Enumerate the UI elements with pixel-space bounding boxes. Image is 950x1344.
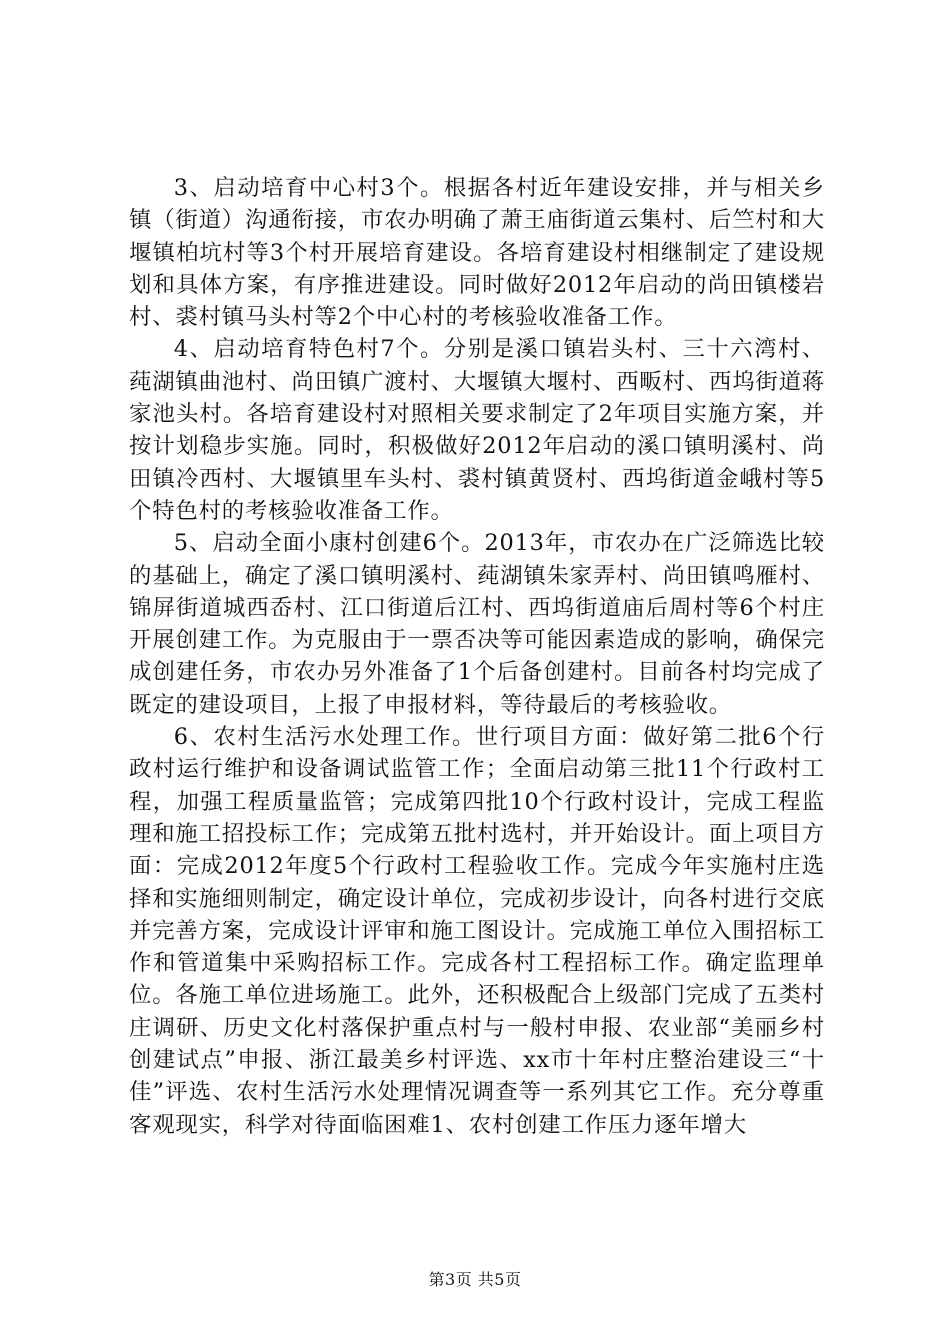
paragraph-xiaokang-village: 5、启动全面小康村创建6个。2013年，市农办在广泛筛选比较的基础上，确定了溪口镇明溪村、莼湖镇朱家弄村、尚田镇鸣雁村、锦屏街道城西岙村、江口街道后江村、西坞街道庙后周村等6个村庄开展创建工作。为克服由于一票否决等可能因素造成的影响，确保完成创建任务，市农办另外准备了1个后备创建村。目前各村均完成了既定的建设项目，上报了申报材料，等待最后的考核验收。 <box>129 530 825 718</box>
page-number-footer: 第3页 共5页 <box>428 1270 522 1289</box>
document-body <box>129 172 825 1141</box>
paragraph-sewage-treatment: 6、农村生活污水处理工作。世行项目方面：做好第二批6个行政村运行维护和设备调试监管工作；全面启动第三批11个行政村工程，加强工程质量监管；完成第四批10个行政村设计，完成工程监理和施工招投标工作；完成第五批村选村，并开始设计。面上项目方面：完成2012年度5个行政村工程验收工作。完成今年实施村庄选择和实施细则制定，确定设计单位，完成初步设计，向各村进行交底并完善方案，完成设计评审和施工图设计。完成施工单位入围招标工作和管道集中采购招标工作。完成各村工程招标工作。确定监理单位。各施工单位进场施工。此外，还积极配合上级部门完成了五类村庄调研、历史文化村落保护重点村与一般村申报、农业部“美丽乡村创建试点”申报、浙江最美乡村评选、xx市十年村庄整治建设三“十佳”评选、农村生活污水处理情况调查等一系列其它工作。充分尊重客观现实，科学对待面临困难1、农村创建工作压力逐年增大 <box>129 724 825 1138</box>
paragraph-central-village: 3、启动培育中心村3个。根据各村近年建设安排，并与相关乡镇（街道）沟通衔接，市农办明确了萧王庙街道云集村、后竺村和大堰镇柏坑村等3个村开展培育建设。各培育建设村相继制定了建设规划和具体方案，有序推进建设。同时做好2012年启动的尚田镇楼岩村、裘村镇马头村等2个中心村的考核验收准备工作。 <box>129 175 825 331</box>
paragraph-featured-village: 4、启动培育特色村7个。分别是溪口镇岩头村、三十六湾村、莼湖镇曲池村、尚田镇广渡村、大堰镇大堰村、西畈村、西坞街道蒋家池头村。各培育建设村对照相关要求制定了2年项目实施方案，并按计划稳步实施。同时，积极做好2012年启动的溪口镇明溪村、尚田镇冷西村、大堰镇里车头村、裘村镇黄贤村、西坞街道金峨村等5个特色村的考核验收准备工作。 <box>129 336 825 524</box>
